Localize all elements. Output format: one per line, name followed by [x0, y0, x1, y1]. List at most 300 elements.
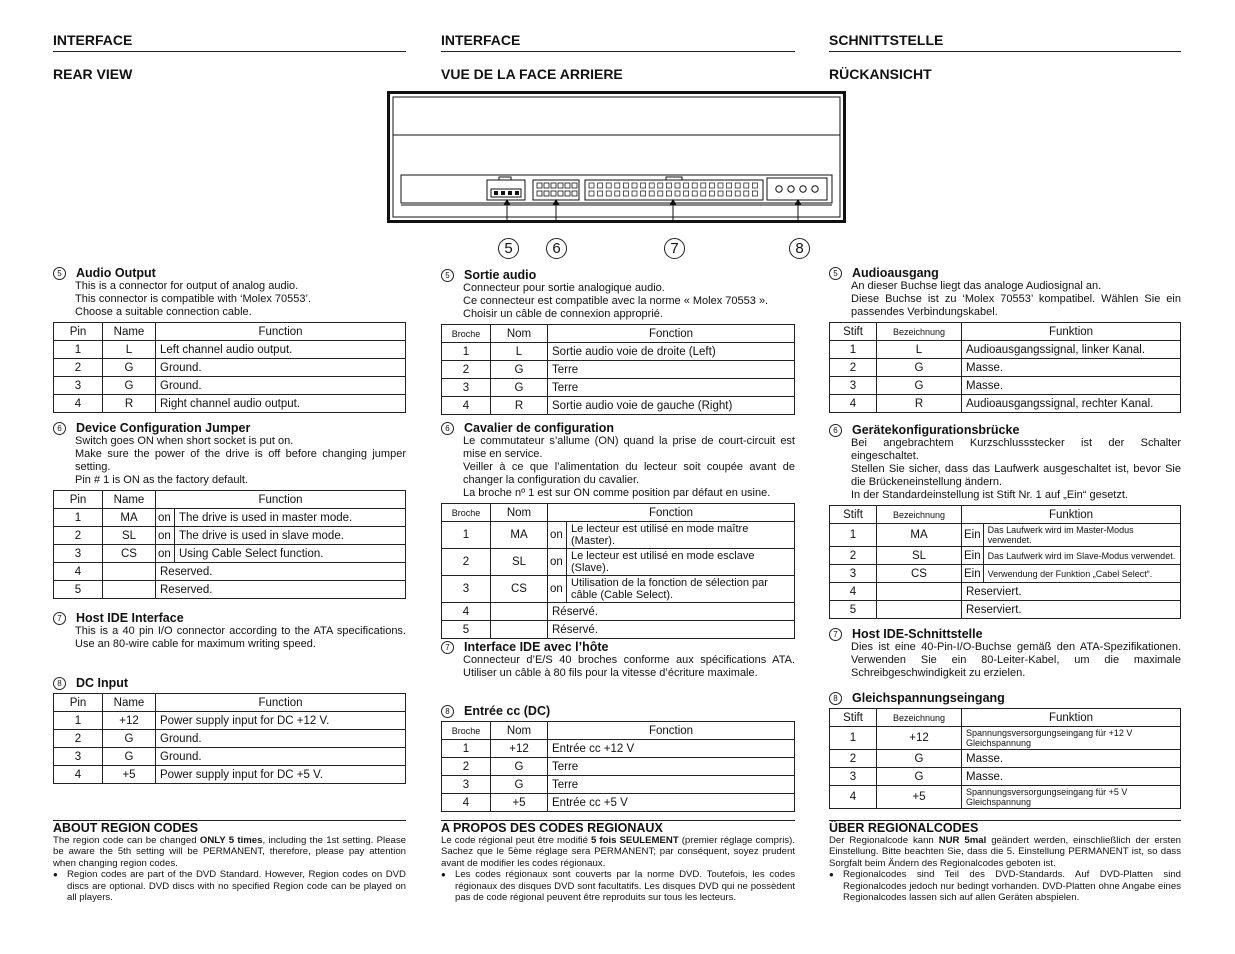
device-title	[441, 421, 795, 435]
ide-pin	[709, 191, 714, 196]
description-line: Ce connecteur est compatible avec la norme « Molex 70553 ».	[463, 295, 769, 307]
function-cell: Reserviert.	[962, 583, 1181, 601]
audio-section	[441, 268, 795, 415]
pin-cell: 2	[830, 750, 877, 768]
section-number: 7	[53, 612, 66, 625]
diagram-label-8: 8	[789, 238, 810, 259]
name-cell: +5	[877, 786, 962, 809]
section-title-text: Gleichspannungseingang	[852, 691, 1005, 705]
region-text-c: geändert werden, einschließlich der ersten Einstellung. Bitte beachten Sie, dass die 5. Einstellung PERMANENT ist, so dass Sorgfalt beim Ändern des Regionalcodes geboten ist.	[829, 835, 1181, 869]
device-title	[829, 423, 1181, 437]
name-cell: G	[103, 359, 156, 377]
name-cell: CS	[103, 545, 156, 563]
column-header: Broche	[442, 722, 491, 740]
table-header-row	[442, 504, 795, 522]
ide-pin	[718, 183, 723, 188]
pin-cell: 3	[54, 377, 103, 395]
name-cell: R	[877, 395, 962, 413]
description-line: Le commutateur s’allume (ON) quand la prise de court-circuit est mise en service.	[463, 435, 795, 460]
section-title-text: Entrée cc (DC)	[464, 704, 551, 718]
description-line: This is a connector for output of analog audio.	[75, 280, 299, 292]
diagram-label-7: 7	[664, 238, 685, 259]
ide-pin	[675, 191, 680, 196]
name-cell	[103, 563, 156, 581]
function-cell: Reserved.	[156, 563, 406, 581]
section-title-text: Host IDE Interface	[76, 611, 184, 625]
region-text-bold: ONLY 5 times	[199, 835, 263, 846]
ide-pin	[692, 191, 697, 196]
function-cell: Entrée cc +12 V	[548, 740, 795, 758]
table-row	[442, 794, 795, 812]
ide-pin	[632, 191, 637, 196]
ide-pin	[718, 191, 723, 196]
jumper-connector	[533, 180, 579, 200]
host-description	[463, 654, 795, 680]
name-cell: L	[491, 343, 548, 361]
region-text-c: (premier réglage compris). Sachez que le 5ème réglage sera PERMANENT; par conséquent, soyez prudent avant de modifier les codes régionaux.	[441, 835, 795, 869]
description-line: Switch goes ON when short socket is put on.	[75, 435, 294, 447]
region-bullet	[441, 869, 795, 903]
name-cell: G	[491, 776, 548, 794]
column-2	[441, 32, 795, 809]
dc-title	[829, 691, 1181, 705]
pin-cell: 1	[54, 509, 103, 527]
name-cell: SL	[103, 527, 156, 545]
column-header: Bezeichnung	[877, 506, 962, 524]
name-cell: R	[491, 397, 548, 415]
region-codes-title: A PROPOS DES CODES REGIONAUX	[441, 820, 795, 835]
ide-pin	[701, 191, 706, 196]
section-title-text: Gerätekonfigurationsbrücke	[852, 423, 1020, 437]
ide-pin	[589, 183, 594, 188]
table-row	[54, 563, 406, 581]
function-cell: Le lecteur est utilisé en mode esclave (Slave).	[567, 549, 795, 576]
column-header: Name	[103, 694, 156, 712]
ide-pin	[641, 183, 646, 188]
host-section	[441, 640, 795, 680]
host-section	[53, 611, 406, 651]
name-cell: MA	[103, 509, 156, 527]
function-cell: Terre	[548, 776, 795, 794]
section-title-text: Device Configuration Jumper	[76, 421, 251, 435]
name-cell: G	[103, 377, 156, 395]
region-text-a: The region code can be changed	[53, 835, 200, 846]
column-1	[53, 32, 406, 781]
pin-cell: 1	[830, 341, 877, 359]
function-cell: Sortie audio voie de gauche (Right)	[548, 397, 795, 415]
pin-cell: 1	[830, 524, 877, 547]
name-cell: G	[877, 750, 962, 768]
table-row	[54, 377, 406, 395]
ide-pin	[658, 183, 663, 188]
audio-table	[441, 324, 795, 415]
table-header-row	[442, 722, 795, 740]
function-cell: Right channel audio output.	[156, 395, 406, 413]
audio-table	[829, 322, 1181, 413]
function-cell: Utilisation de la fonction de sélection par câble (Cable Select).	[567, 576, 795, 603]
section-number: 5	[441, 269, 454, 282]
name-cell: +5	[103, 766, 156, 784]
ide-pin	[632, 183, 637, 188]
name-cell: CS	[491, 576, 548, 603]
dc-title	[53, 676, 406, 690]
pin-cell: 4	[830, 583, 877, 601]
region-codes-section	[53, 820, 406, 903]
section-header: INTERFACE	[441, 32, 795, 52]
ide-pin	[752, 191, 757, 196]
column-header: Function	[156, 491, 406, 509]
description-line: Diese Buchse ist zu ‘Molex 70553’ kompatibel. Wählen Sie ein passendes Verbindungskabel.	[851, 293, 1181, 318]
pin-cell: 2	[442, 361, 491, 379]
region-paragraph	[441, 835, 795, 869]
column-header: Funktion	[962, 323, 1181, 341]
pin-cell: 1	[54, 712, 103, 730]
table-row	[54, 545, 406, 563]
function-cell: Verwendung der Funktion „Cabel Select“.	[983, 565, 1180, 583]
audio-section	[829, 266, 1181, 413]
region-bullet	[829, 869, 1181, 903]
host-description	[851, 641, 1181, 680]
function-cell: Masse.	[962, 377, 1181, 395]
table-header-row	[54, 491, 406, 509]
pin-cell: 2	[830, 547, 877, 565]
region-paragraph	[53, 835, 406, 869]
description-line: Bei angebrachtem Kurzschlussstecker ist der Schalter eingeschaltet.	[851, 437, 1181, 462]
function-cell: Power supply input for DC +12 V.	[156, 712, 406, 730]
ide-pin	[727, 183, 732, 188]
pin-cell: 3	[442, 379, 491, 397]
description-line: An dieser Buchse liegt das analoge Audiosignal an.	[851, 280, 1102, 292]
ide-connector	[585, 177, 763, 200]
pin-cell: 1	[442, 343, 491, 361]
region-text-bold: 5 fois SEULEMENT	[591, 835, 679, 846]
table-row	[54, 395, 406, 413]
ide-pin	[658, 191, 663, 196]
section-header: SCHNITTSTELLE	[829, 32, 1181, 52]
dc-section	[829, 691, 1181, 809]
column-header: Nom	[491, 504, 548, 522]
drive-rear-view-diagram	[387, 91, 846, 223]
column-header: Fonction	[548, 325, 795, 343]
ide-pin	[752, 183, 757, 188]
description-line: Veiller à ce que l’alimentation du lecteur soit coupée avant de changer la configuration du cavalier.	[463, 461, 795, 486]
table-row	[442, 603, 795, 621]
pin-cell: 2	[54, 730, 103, 748]
function-cell: Audioausgangssignal, rechter Kanal.	[962, 395, 1181, 413]
table-row	[442, 776, 795, 794]
region-bullet-text: Region codes are part of the DVD Standard. However, Region codes on DVD discs are optional. DVD discs with no specified Region code can be played on all players.	[67, 869, 406, 904]
function-cell: The drive is used in slave mode.	[175, 527, 406, 545]
ide-pin	[649, 191, 654, 196]
name-cell: L	[103, 341, 156, 359]
region-text-a: Le code régional peut être modifié	[441, 835, 592, 846]
pin-cell: 3	[830, 768, 877, 786]
state-cell: on	[548, 522, 567, 549]
region-codes-section	[441, 820, 795, 903]
function-cell: Sortie audio voie de droite (Left)	[548, 343, 795, 361]
name-cell: +12	[877, 727, 962, 750]
table-header-row	[830, 709, 1181, 727]
region-codes-text	[829, 835, 1181, 903]
state-cell: on	[548, 576, 567, 603]
function-cell: Terre	[548, 361, 795, 379]
function-cell: Power supply input for DC +5 V.	[156, 766, 406, 784]
section-number: 8	[441, 705, 454, 718]
pin-cell: 3	[442, 576, 491, 603]
region-codes-title: ÜBER REGIONALCODES	[829, 820, 1181, 835]
table-row	[442, 361, 795, 379]
section-number: 7	[829, 628, 842, 641]
table-row	[54, 581, 406, 599]
column-header: Stift	[830, 709, 877, 727]
column-header: Nom	[491, 325, 548, 343]
region-bullet	[53, 869, 406, 903]
ide-pin	[666, 183, 671, 188]
column-3	[829, 32, 1181, 807]
section-title-text: DC Input	[76, 676, 129, 690]
section-title-text: Cavalier de configuration	[464, 421, 615, 435]
table-row	[442, 549, 795, 576]
name-cell: L	[877, 341, 962, 359]
device-description	[851, 437, 1181, 502]
pin-cell: 1	[442, 740, 491, 758]
ide-pin	[735, 183, 740, 188]
section-number: 8	[829, 692, 842, 705]
ide-pin	[606, 191, 611, 196]
description-line: Choose a suitable connection cable.	[75, 306, 252, 318]
table-row	[54, 712, 406, 730]
pin-cell: 4	[830, 395, 877, 413]
region-text-bold: NUR 5mal	[938, 835, 987, 846]
function-cell: Masse.	[962, 359, 1181, 377]
function-cell: Ground.	[156, 748, 406, 766]
function-cell: The drive is used in master mode.	[175, 509, 406, 527]
function-cell: Spannungsversorgungseingang für +12 V Gleichspannung	[962, 727, 1181, 750]
section-title-text: Audioausgang	[852, 266, 939, 280]
table-row	[830, 583, 1181, 601]
dc-table	[53, 693, 406, 784]
region-text-c: , including the 1st setting. Please be aware the 5th setting will be PERMANENT, therefore, please pay attention when changing region codes.	[53, 835, 406, 869]
state-cell: Ein	[962, 565, 984, 583]
pin-cell: 3	[442, 776, 491, 794]
ide-pin	[735, 191, 740, 196]
section-number: 7	[441, 641, 454, 654]
function-cell: Das Laufwerk wird im Slave-Modus verwendet.	[983, 547, 1180, 565]
device-title	[53, 421, 406, 435]
ide-pin	[615, 191, 620, 196]
ide-pin	[692, 183, 697, 188]
table-row	[830, 377, 1181, 395]
ide-pin	[684, 191, 689, 196]
ide-pin	[744, 183, 749, 188]
table-row	[442, 379, 795, 397]
column-header: Pin	[54, 323, 103, 341]
section-title-text: Host IDE-Schnittstelle	[852, 627, 983, 641]
host-title	[441, 640, 795, 654]
function-cell: Das Laufwerk wird im Master-Modus verwendet.	[983, 524, 1180, 547]
function-cell: Ground.	[156, 730, 406, 748]
region-paragraph	[829, 835, 1181, 869]
state-cell: on	[156, 527, 175, 545]
section-title-text: Audio Output	[76, 266, 156, 280]
table-row	[830, 359, 1181, 377]
view-subheader: RÜCKANSICHT	[829, 66, 932, 82]
name-cell: MA	[491, 522, 548, 549]
pin-cell: 5	[54, 581, 103, 599]
function-cell: Reserved.	[156, 581, 406, 599]
audio-table	[53, 322, 406, 413]
table-row	[830, 727, 1181, 750]
name-cell: SL	[491, 549, 548, 576]
function-cell: Masse.	[962, 768, 1181, 786]
function-cell: Ground.	[156, 359, 406, 377]
table-row	[54, 766, 406, 784]
table-row	[442, 397, 795, 415]
name-cell: G	[877, 359, 962, 377]
table-row	[442, 522, 795, 549]
name-cell: CS	[877, 565, 962, 583]
table-header-row	[54, 694, 406, 712]
description-line: Make sure the power of the drive is off before changing jumper setting.	[75, 448, 406, 473]
state-cell: on	[156, 545, 175, 563]
table-row	[830, 395, 1181, 413]
name-cell: +12	[103, 712, 156, 730]
table-row	[830, 786, 1181, 809]
name-cell: G	[103, 748, 156, 766]
pin-cell: 4	[54, 395, 103, 413]
power-connector	[767, 178, 827, 200]
column-header: Pin	[54, 694, 103, 712]
audio-title	[829, 266, 1181, 280]
column-header: Broche	[442, 325, 491, 343]
ide-pin	[684, 183, 689, 188]
table-row	[830, 601, 1181, 619]
pin-cell: 2	[442, 549, 491, 576]
table-row	[54, 730, 406, 748]
table-row	[442, 621, 795, 639]
bullet-icon: ●	[829, 870, 834, 880]
region-bullet-text: Les codes régionaux sont couverts par la norme DVD. Toutefois, les codes régionaux des disques DVD sont facultatifs. Les disques DVD qui ne possèdent pas de code régional peuvent être reproduits sur tous les lecteurs.	[455, 869, 795, 904]
description-line: Connecteur d’E/S 40 broches conforme aux spécifications ATA. Utiliser un câble à 80 fils pour la vitesse d’écriture maximale.	[463, 654, 795, 679]
pin-cell: 4	[54, 766, 103, 784]
column-header: Broche	[442, 504, 491, 522]
column-header: Stift	[830, 506, 877, 524]
column-header: Stift	[830, 323, 877, 341]
diagram-label-6: 6	[546, 238, 567, 259]
ide-pin	[641, 191, 646, 196]
pin-cell: 4	[830, 786, 877, 809]
table-row	[54, 748, 406, 766]
ide-pin	[615, 183, 620, 188]
state-cell: Ein	[962, 547, 984, 565]
function-cell: Spannungsversorgungseingang für +5 V Gleichspannung	[962, 786, 1181, 809]
column-header: Function	[156, 323, 406, 341]
function-cell: Audioausgangssignal, linker Kanal.	[962, 341, 1181, 359]
table-header-row	[442, 325, 795, 343]
pin-cell: 5	[830, 601, 877, 619]
function-cell: Réservé.	[548, 603, 795, 621]
section-title-text: Sortie audio	[464, 268, 537, 282]
name-cell: G	[103, 730, 156, 748]
column-header: Fonction	[548, 504, 795, 522]
section-number: 5	[829, 267, 842, 280]
pin-cell: 4	[442, 397, 491, 415]
device-section	[829, 423, 1181, 619]
table-header-row	[830, 323, 1181, 341]
pin-cell: 1	[54, 341, 103, 359]
description-line: In der Standardeinstellung ist Stift Nr. 1 auf „Ein“ gesetzt.	[851, 489, 1128, 501]
region-codes-text	[441, 835, 795, 903]
name-cell	[491, 621, 548, 639]
column-header: Name	[103, 323, 156, 341]
audio-section	[53, 266, 406, 413]
table-row	[830, 565, 1181, 583]
ide-pin	[701, 183, 706, 188]
table-row	[442, 758, 795, 776]
state-cell: Ein	[962, 524, 984, 547]
table-row	[442, 343, 795, 361]
pin-cell: 2	[54, 527, 103, 545]
ide-pin	[675, 183, 680, 188]
region-text-a: Der Regionalcode kann	[829, 835, 939, 846]
ide-pin	[649, 183, 654, 188]
region-codes-section	[829, 820, 1181, 903]
table-row	[442, 576, 795, 603]
column-header: Pin	[54, 491, 103, 509]
section-title-text: Interface IDE avec l’hôte	[464, 640, 609, 654]
ide-pin	[623, 191, 628, 196]
audio-title	[441, 268, 795, 282]
name-cell	[877, 583, 962, 601]
ide-pin	[589, 191, 594, 196]
ide-pin	[598, 191, 603, 196]
dc-section	[53, 676, 406, 784]
function-cell: Entrée cc +5 V	[548, 794, 795, 812]
table-row	[830, 750, 1181, 768]
description-line: This is a 40 pin I/O connector according to the ATA specifications. Use an 80-wire cable for maximum writing speed.	[75, 625, 406, 650]
device-section	[441, 421, 795, 639]
pin-cell: 3	[54, 545, 103, 563]
name-cell	[103, 581, 156, 599]
view-subheader: REAR VIEW	[53, 66, 133, 82]
column-header: Fonction	[548, 722, 795, 740]
description-line: La broche nº 1 est sur ON comme position par défaut en usine.	[463, 487, 771, 499]
function-cell: Le lecteur est utilisé en mode maître (Master).	[567, 522, 795, 549]
function-cell: Réservé.	[548, 621, 795, 639]
host-title	[829, 627, 1181, 641]
pin-cell: 2	[54, 359, 103, 377]
column-header: Function	[156, 694, 406, 712]
dc-section	[441, 704, 795, 812]
host-section	[829, 627, 1181, 680]
table-row	[54, 341, 406, 359]
pin-cell: 1	[442, 522, 491, 549]
column-header: Nom	[491, 722, 548, 740]
pin-cell: 4	[54, 563, 103, 581]
section-number: 6	[53, 422, 66, 435]
table-header-row	[830, 506, 1181, 524]
function-cell: Terre	[548, 758, 795, 776]
column-header: Bezeichnung	[877, 709, 962, 727]
table-row	[54, 527, 406, 545]
name-cell: R	[103, 395, 156, 413]
pin-cell: 1	[830, 727, 877, 750]
name-cell: G	[491, 379, 548, 397]
description-line: Stellen Sie sicher, dass das Laufwerk ausgeschaltet ist, bevor Sie die Brückeneinstellung ändern.	[851, 463, 1181, 488]
device-section	[53, 421, 406, 599]
table-row	[830, 341, 1181, 359]
pin-cell: 3	[54, 748, 103, 766]
